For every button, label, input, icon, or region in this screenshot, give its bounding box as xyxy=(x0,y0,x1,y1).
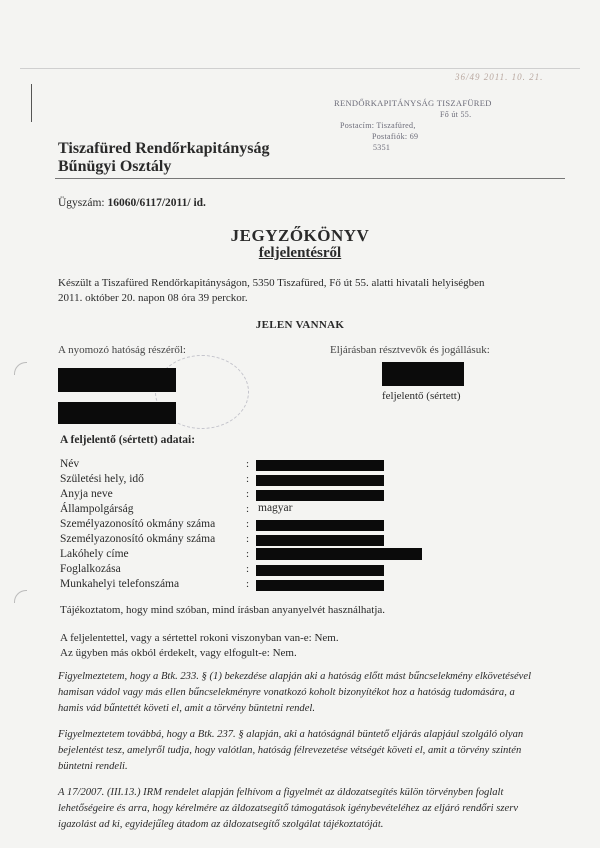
redacted-field-value xyxy=(256,548,422,560)
field-colon: : xyxy=(246,533,250,545)
redacted-participant-name xyxy=(382,362,464,386)
field-label-id-1: Személyazonosító okmány száma xyxy=(60,518,216,530)
field-label-citizenship: Állampolgárság xyxy=(60,503,134,515)
redacted-officer-name xyxy=(58,368,176,392)
redacted-field-value xyxy=(256,490,384,501)
redacted-field-value xyxy=(256,565,384,576)
receipt-stamp-line3: Postacím: Tiszafüred, xyxy=(340,121,416,130)
field-label-occupation: Foglalkozása xyxy=(60,563,121,575)
complainant-data-heading: A feljelentő (sértett) adatai: xyxy=(60,434,196,446)
redacted-officer-name xyxy=(58,402,176,424)
field-colon: : xyxy=(246,488,250,500)
participant-role: feljelentő (sértett) xyxy=(382,390,461,402)
case-number: 16060/6117/2011/ id. xyxy=(107,197,206,209)
redacted-field-value xyxy=(256,535,384,546)
case-number-label: Ügyszám: xyxy=(58,197,105,209)
document-subtitle: feljelentésről xyxy=(258,245,342,261)
field-label-name: Név xyxy=(60,458,80,470)
intro-line-1: Készült a Tiszafüred Rendőrkapitányságon, 5350 Tiszafüred, Fő út 55. alatti hivatali helyiségben xyxy=(58,277,485,289)
misleading-authority-warning: Figyelmeztetem továbbá, hogy a Btk. 237. § alapján, aki a hatóságnál büntető eljárás alapjául szolgáló olyan bejelentést tesz, amelyről tudja, hogy valótlan, hatóság félrevezetése vétségét követi el, amit a törvény szintén büntetni rendeli. xyxy=(58,729,524,772)
case-number-line xyxy=(58,197,206,209)
org-name: Tiszafüred Rendőrkapitányság xyxy=(58,140,270,157)
field-colon: : xyxy=(246,458,250,470)
redacted-field-value xyxy=(256,580,384,591)
field-colon: : xyxy=(246,563,250,575)
receipt-stamp-line4: Postafiók: 69 xyxy=(372,132,419,141)
redacted-field-value xyxy=(256,520,384,531)
present-heading: JELEN VANNAK xyxy=(255,319,345,331)
participants-label: Eljárásban résztvevők és jogállásuk: xyxy=(330,344,490,356)
language-notice: Tájékoztatom, hogy mind szóban, mind írásban anyanyelvét használhatja. xyxy=(60,604,386,616)
victim-support-notice: A 17/2007. (III.13.) IRM rendelet alapján felhívom a figyelmét az áldozatsegítés külön törvényben foglalt lehetőségeire és arra, hogy kérelmére az áldozatsegítő támogatások igénybevételéhez az eljáró rendőri szerv igazolást ad ki, egyidejűleg átadom az áldozatsegítő szolgálat tájékoztatóját. xyxy=(58,787,519,830)
receipt-stamp-line2: Fő út 55. xyxy=(440,110,472,119)
intro-line-2: 2011. október 20. napon 08 óra 39 perckor. xyxy=(58,292,248,304)
redacted-field-value xyxy=(256,460,384,471)
handwritten-note: 36/49 2011. 10. 21. xyxy=(455,72,544,82)
field-label-id-2: Személyazonosító okmány száma xyxy=(60,533,216,545)
receipt-stamp-line5: 5351 xyxy=(373,143,391,152)
document-title: JEGYZŐKÖNYV xyxy=(230,226,370,245)
field-colon: : xyxy=(246,503,250,515)
redacted-field-value xyxy=(256,475,384,486)
field-colon: : xyxy=(246,578,250,590)
org-department: Bűnügyi Osztály xyxy=(58,158,172,175)
field-label-birth: Születési hely, idő xyxy=(60,473,144,485)
field-label-work-phone: Munkahelyi telefonszáma xyxy=(60,578,180,590)
relation-statement: A feljelentettel, vagy a sértettel rokoni viszonyban van-e: Nem. xyxy=(60,632,339,644)
top-rule xyxy=(20,68,580,69)
false-accusation-warning: Figyelmeztetem, hogy a Btk. 233. § (1) bekezdése alapján aki a hatóság előtt mást bűncselekmény elkövetésével hamisan vádol vagy más ellen bűncselekményre vonatkozó koholt bizonyítékot hoz a hatóság tudomására, a hamis vád bűntettét követi el, amit a törvény büntetni rendel. xyxy=(58,671,532,714)
field-label-mother: Anyja neve xyxy=(60,488,113,500)
interest-statement: Az ügyben más okból érdekelt, vagy elfogult-e: Nem. xyxy=(60,647,297,659)
hole-punch-mark xyxy=(14,590,27,603)
field-value-citizenship: magyar xyxy=(258,502,293,514)
authority-label: A nyomozó hatóság részéről: xyxy=(58,344,186,356)
field-colon: : xyxy=(246,518,250,530)
header-rule xyxy=(55,178,565,179)
margin-line xyxy=(31,84,32,122)
field-colon: : xyxy=(246,473,250,485)
field-colon: : xyxy=(246,548,250,560)
receipt-stamp-line1: RENDŐRKAPITÁNYSÁG TISZAFÜRED xyxy=(334,98,492,108)
hole-punch-mark xyxy=(14,362,27,375)
field-label-address: Lakóhely címe xyxy=(60,548,129,560)
